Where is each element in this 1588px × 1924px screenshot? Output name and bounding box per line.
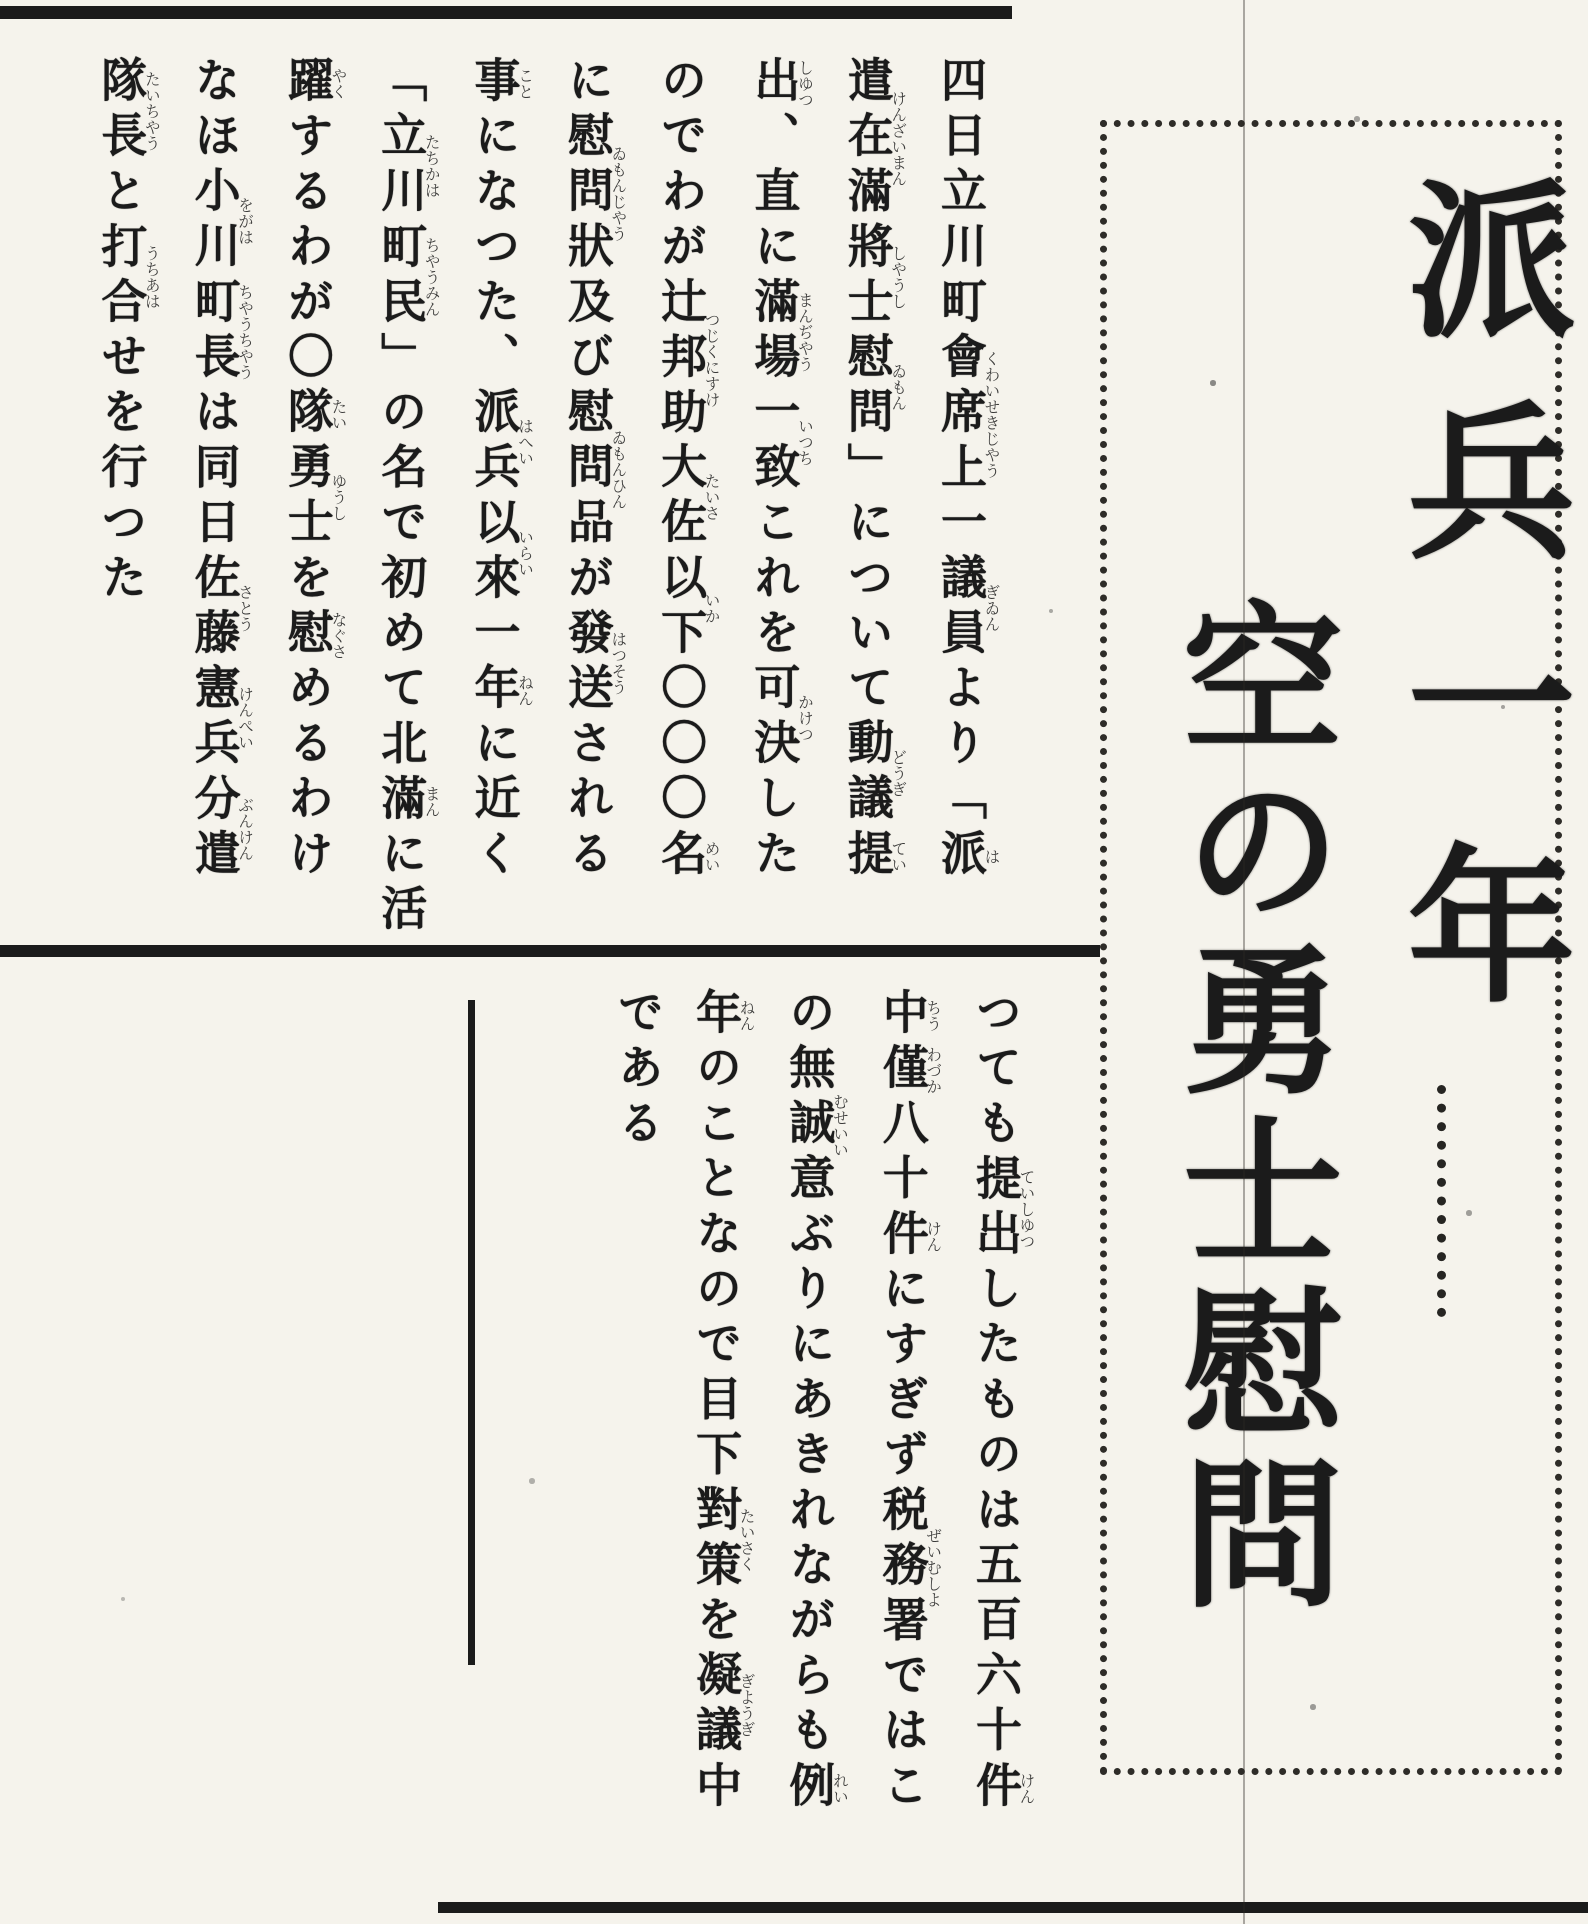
ruby-annotated-text: 以來いらい <box>467 497 536 609</box>
ruby-annotated-text: 派は <box>934 828 1002 885</box>
ruby-annotated-text: 立川たちかは <box>374 111 442 222</box>
ruby-annotated-text: 大佐たいさ <box>654 442 722 553</box>
ruby-annotated-text: 事こと <box>467 56 536 112</box>
ruby-annotated-text: 町長ちやうちやう <box>187 276 256 388</box>
text-column: 隊長たいちやうと打合うちあはせを行つた <box>94 56 162 609</box>
text-column: つても提出ていしゆつしたものは五百六十件けん <box>969 988 1037 1817</box>
ruby-annotated-text: 税務署ぜいむしよ <box>875 1484 944 1651</box>
text-column: のでわが辻邦助つじくにすけ大佐たいさ以下いか〇〇〇名めい <box>654 56 722 885</box>
ruby-annotated-text: 町民ちやうみん <box>374 221 442 333</box>
text-column: 年ねんのことなので目下對策たいさくを凝議ぎようぎ中 <box>689 988 757 1817</box>
ruby-annotated-text: 勇士ゆうし <box>280 442 349 553</box>
ruby-annotated-text: 動議どうぎ <box>840 718 909 829</box>
ruby-annotated-text: 會席上くわいせきじやう <box>934 332 1002 498</box>
upper-article-body <box>67 56 1000 956</box>
top-rule <box>0 6 1012 19</box>
text-column: 躍やくするわが〇隊たい勇士ゆうしを慰なぐさめるわけ <box>280 56 349 885</box>
ruby-annotated-text: 隊たい <box>280 387 349 443</box>
ruby-annotated-text: 中ちう <box>875 988 944 1044</box>
ruby-annotated-text: 件けん <box>875 1208 944 1265</box>
text-column: 出しゆつ、直に滿場まんぢやう一致いつちこれを可決かけつした <box>747 56 815 885</box>
ruby-annotated-text: 無誠意むせいい <box>782 1043 850 1209</box>
ruby-annotated-text: 躍やく <box>280 56 349 112</box>
ruby-annotated-text: 出しゆつ <box>747 56 815 112</box>
headline-box <box>1100 120 1578 1775</box>
ruby-annotated-text: 佐藤さとう <box>187 552 256 664</box>
ruby-annotated-text: 小川をがは <box>187 166 256 277</box>
ruby-annotated-text: 打合うちあは <box>94 221 162 333</box>
headline-line-1: 派兵一年 <box>1380 173 1578 1061</box>
text-column: 遣在滿けんざいまん將士しやうし慰問ゐもん」について動議どうぎ提てい <box>840 56 909 885</box>
bottom-rule <box>438 1902 1588 1913</box>
ruby-annotated-text: 名めい <box>654 828 722 885</box>
ruby-annotated-text: 慰なぐさ <box>280 608 349 664</box>
text-column: 四日立川町會席上くわいせきじやう一議員ぎゐんより「派は <box>934 56 1002 885</box>
ruby-annotated-text: 件けん <box>969 1760 1037 1817</box>
headline-dotted-leader <box>1437 1085 1446 1317</box>
ruby-annotated-text: 年ねん <box>689 988 757 1044</box>
text-column: の無誠意むせいいぶりにあきれながらも例れい <box>782 988 850 1817</box>
article-end-divider <box>468 1000 475 1665</box>
ruby-annotated-text: 僅わづか <box>875 1043 944 1099</box>
text-column: なほ小川をがは町長ちやうちやうは同日佐藤さとう憲兵けんぺい分遣ぶんけん <box>187 56 256 885</box>
ruby-annotated-text: 以下いか <box>654 552 722 664</box>
ruby-annotated-text: 議員ぎゐん <box>934 552 1002 664</box>
ruby-annotated-text: 凝議ぎようぎ <box>689 1650 757 1761</box>
ruby-annotated-text: 遣在滿けんざいまん <box>840 56 909 222</box>
ruby-annotated-text: 隊長たいちやう <box>94 56 162 167</box>
ruby-annotated-text: 發送はつそう <box>560 608 629 719</box>
ruby-annotated-text: 提てい <box>840 828 909 885</box>
section-divider-rule <box>0 945 1100 957</box>
ruby-annotated-text: 將士しやうし <box>840 221 909 333</box>
lower-article-body <box>584 988 1035 1888</box>
ruby-annotated-text: 滿場まんぢやう <box>747 276 815 388</box>
ruby-annotated-text: 派兵はへい <box>467 387 536 498</box>
ruby-annotated-text: 慰問品ゐもんひん <box>560 387 629 553</box>
text-column: 事ことになつた、派兵はへい以來いらい一年ねんに近く <box>467 56 536 885</box>
text-column: 「立川たちかは町民ちやうみん」の名で初めて北滿まんに活 <box>374 56 442 940</box>
ruby-annotated-text: 提出ていしゆつ <box>969 1153 1037 1265</box>
ruby-annotated-text: 分遣ぶんけん <box>187 773 256 885</box>
scan-noise <box>0 0 2 2</box>
ruby-annotated-text: 辻邦助つじくにすけ <box>654 276 722 443</box>
ruby-annotated-text: 慰問狀ゐもんじやう <box>560 111 629 277</box>
ruby-annotated-text: 例れい <box>782 1760 850 1817</box>
text-column: である <box>610 988 665 1154</box>
ruby-annotated-text: 可決かけつ <box>747 663 815 774</box>
ruby-annotated-text: 滿まん <box>374 773 442 829</box>
ruby-annotated-text: 一致いつち <box>747 387 815 498</box>
ruby-annotated-text: 年ねん <box>467 663 536 719</box>
ruby-annotated-text: 憲兵けんぺい <box>187 663 256 774</box>
scan-fold-line <box>1243 0 1245 1924</box>
ruby-annotated-text: 慰問ゐもん <box>840 332 909 443</box>
text-column: 中ちう僅わづか八十件けんにすぎず税務署ぜいむしよではこ <box>875 988 944 1817</box>
ruby-annotated-text: 對策たいさく <box>689 1484 757 1596</box>
text-column: に慰問狀ゐもんじやう及び慰問品ゐもんひんが發送はつそうされる <box>560 56 629 885</box>
headline-line-2: 空の勇士慰問 <box>1156 595 1344 1623</box>
